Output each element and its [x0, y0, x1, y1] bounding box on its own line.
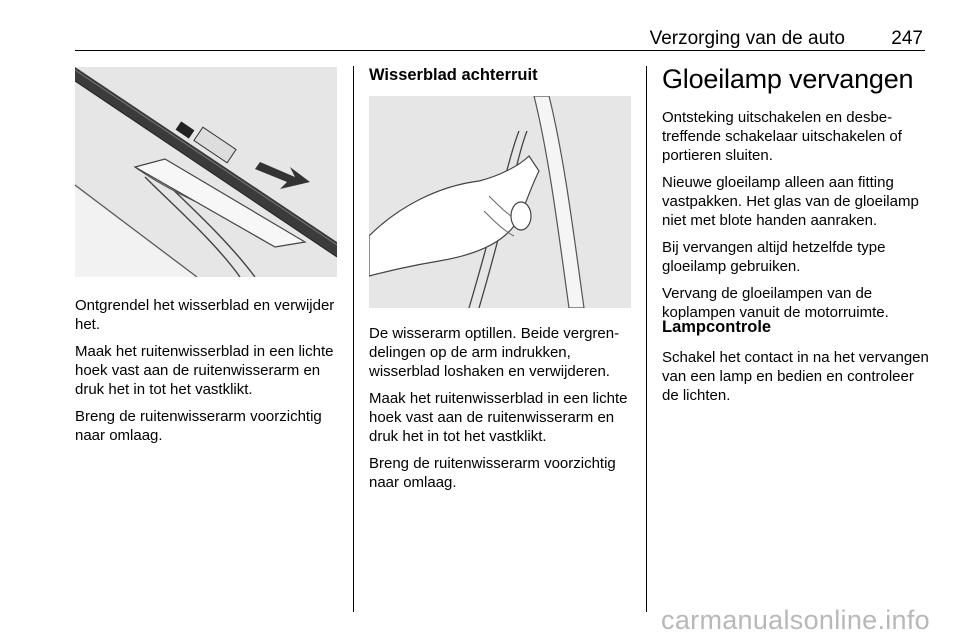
- header-title: Verzorging van de auto: [649, 28, 845, 49]
- paragraph: Maak het ruitenwisserblad in een lichte hoek vast aan de ruitenwisserarm en druk het in tot het vastklikt.: [369, 390, 628, 445]
- paragraph: Bij vervangen altijd hetzelfde type gloeilamp gebruiken.: [662, 239, 886, 275]
- column3-text: [662, 108, 932, 330]
- wiper-blade-illustration: [75, 67, 337, 277]
- subheading-lamp-check: Lampcontrole: [662, 318, 772, 336]
- paragraph: De wisserarm optillen. Beide vergrendelingen op de arm indrukken, wisserblad loshaken en verwijderen.: [369, 325, 620, 380]
- rear-wiper-illustration: [369, 96, 631, 308]
- paragraph: Ontgrendel het wisserblad en verwijder het.: [75, 297, 335, 333]
- paragraph: Schakel het contact in na het vervangen van een lamp en bedien en controleer de lichten.: [662, 349, 929, 404]
- section-heading-bulb: Gloeilamp vervangen: [662, 64, 914, 94]
- page-number: 247: [891, 28, 923, 49]
- page-header: [75, 26, 925, 51]
- column2-text: [369, 324, 637, 500]
- paragraph: Vervang de gloeilampen van de koplampen vanuit de motorruimte.: [662, 285, 889, 321]
- column-divider-1: [353, 66, 354, 612]
- column-divider-2: [646, 66, 647, 612]
- paragraph: Maak het ruitenwisserblad in een lichte hoek vast aan de ruitenwisserarm en druk het in tot het vastklikt.: [75, 343, 334, 398]
- paragraph: Ontsteking uitschakelen en desbetreffende schakelaar uitschakelen of portieren sluiten.: [662, 109, 902, 164]
- paragraph: Breng de ruitenwisserarm voorzichtig naar omlaag.: [369, 455, 616, 491]
- paragraph: Nieuwe gloeilamp alleen aan fitting vastpakken. Het glas van de gloeilamp niet met blote handen aanraken.: [662, 174, 919, 229]
- watermark: carmanualsonline.info: [661, 605, 930, 635]
- paragraph: Breng de ruitenwisserarm voorzichtig naar omlaag.: [75, 408, 322, 444]
- column3-subtext: [662, 348, 932, 413]
- section-heading-rear-wiper: Wisserblad achterruit: [369, 66, 538, 84]
- column1-text: [75, 296, 337, 453]
